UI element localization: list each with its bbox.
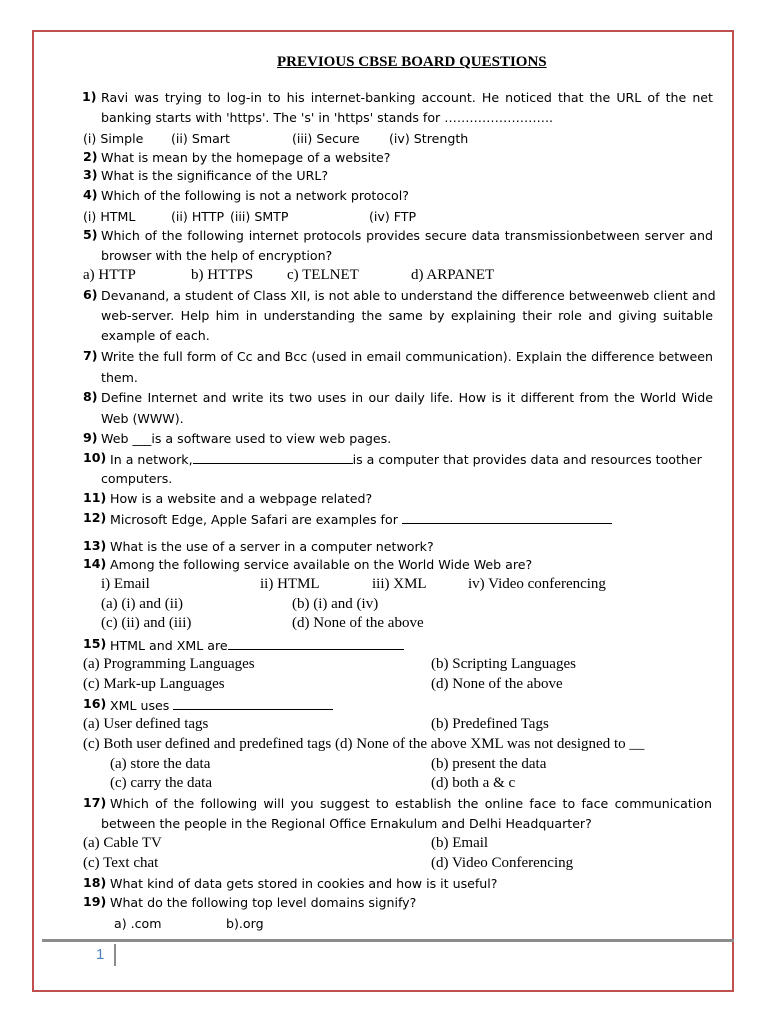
option: (a) Programming Languages [83,656,255,672]
question-text: What is the use of a server in a computer network? [110,539,434,554]
question-text: them. [101,370,138,385]
option: b).org [226,916,264,931]
option: (i) HTML [83,209,136,224]
option: ii) HTML [260,576,320,592]
question-text-suffix: is a computer that provides data and resources toother [352,452,702,467]
question-text: example of each. [101,328,210,343]
blank-line [173,697,333,710]
question-number: 18) [83,875,107,890]
option: (d) None of the above [292,615,424,631]
question-text: browser with the help of encryption? [101,248,333,263]
option: d) ARPANET [411,267,495,283]
question-number: 13) [83,538,107,553]
question-text-prefix: In a network, [110,452,193,467]
question-number: 15) [83,636,107,651]
option: (i) Simple [83,131,144,146]
question-number: 5) [83,227,98,242]
question-number: 6) [83,287,98,302]
question-number: 11) [83,490,107,505]
question-text: Which of the following will you suggest to establish the online face to face communication [110,796,712,811]
option: (d) Video Conferencing [431,855,574,871]
question-text: computers. [101,471,173,486]
question-number: 16) [83,696,107,711]
question-text: What is the significance of the URL? [101,168,329,183]
question-text-prefix: Microsoft Edge, Apple Safari are examples for [110,512,398,527]
page-number-divider [114,944,116,966]
option: c) TELNET [287,267,359,283]
question-text: banking starts with 'https'. The 's' in 'https' stands for …………………….. [101,110,553,125]
question-number: 12) [83,510,107,525]
question-text: How is a website and a webpage related? [110,491,373,506]
question-text [110,697,333,713]
question-text: web-server. Help him in understanding the same by explaining their role and giving suitable [101,308,713,323]
option: (c) Text chat [83,855,159,871]
question-number: 9) [83,430,98,445]
question-number: 19) [83,894,107,909]
question-text: Among the following service available on the World Wide Web are? [110,557,533,572]
question-text: Devanand, a student of Class XII, is not able to understand the difference betweenweb client and [101,288,716,303]
question-text-prefix: HTML and XML are [110,638,228,653]
question-text: Which of the following is not a network protocol? [101,188,409,203]
option: (a) Cable TV [83,835,162,851]
blank-line [228,637,404,650]
question-number: 14) [83,556,107,571]
option: (iv) FTP [369,209,417,224]
option: (d) None of the above [431,676,563,692]
option: (a) (i) and (ii) [101,596,184,612]
option: (c) Mark-up Languages [83,676,225,692]
option: (c) carry the data [110,775,213,791]
option: (iv) Strength [389,131,469,146]
question-number: 1) [82,89,97,104]
question-text: What is mean by the homepage of a website? [101,150,391,165]
question-text: Which of the following internet protocols provides secure data transmissionbetween server and [101,228,713,243]
footer-rule [42,939,734,942]
blank-line [193,451,353,464]
question-text: between the people in the Regional Office Ernakulum and Delhi Headquarter? [101,816,592,831]
option: b) HTTPS [191,267,254,283]
option: (iii) SMTP [230,209,289,224]
option: (b) Email [431,835,489,851]
question-number: 17) [83,795,107,810]
question-number: 7) [83,348,98,363]
question-text: Write the full form of Cc and Bcc (used in email communication). Explain the difference between [101,349,713,364]
option: (b) Predefined Tags [431,716,549,732]
option: (c) (ii) and (iii) [101,615,192,631]
option: (ii) Smart [171,131,230,146]
option: iii) XML [372,576,427,592]
question-text-prefix: XML uses [110,698,170,713]
question-number: 3) [83,167,98,182]
option: (b) present the data [431,756,547,772]
option: (b) Scripting Languages [431,656,576,672]
question-text: Ravi was trying to log-in to his internet-banking account. He noticed that the URL of the net [101,90,713,105]
blank-line [402,511,612,524]
option: (iii) Secure [292,131,360,146]
question-text: Define Internet and write its two uses in our daily life. How is it different from the World Wide [101,390,713,405]
option: (c) Both user defined and predefined tags (d) None of the above XML was not designed to __ [83,736,645,752]
question-text: What kind of data gets stored in cookies and how is it useful? [110,876,498,891]
option: (d) both a & c [431,775,516,791]
page-number: 1 [96,946,105,963]
question-number: 10) [83,450,107,465]
option: a) .com [114,916,162,931]
option: a) HTTP [83,267,136,283]
question-text: Web ___is a software used to view web pages. [101,431,392,446]
page-title: PREVIOUS CBSE BOARD QUESTIONS [277,54,547,70]
option: (ii) HTTP [171,209,225,224]
question-text: What do the following top level domains signify? [110,895,417,910]
question-number: 2) [83,149,98,164]
option: iv) Video conferencing [468,576,606,592]
option: (b) (i) and (iv) [292,596,379,612]
question-text: Web (WWW). [101,411,184,426]
question-number: 8) [83,389,98,404]
option: (a) User defined tags [83,716,209,732]
option: (a) store the data [110,756,211,772]
question-number: 4) [83,187,98,202]
question-text [110,637,404,653]
option: i) Email [101,576,150,592]
question-text [110,451,702,467]
question-text [110,511,612,527]
